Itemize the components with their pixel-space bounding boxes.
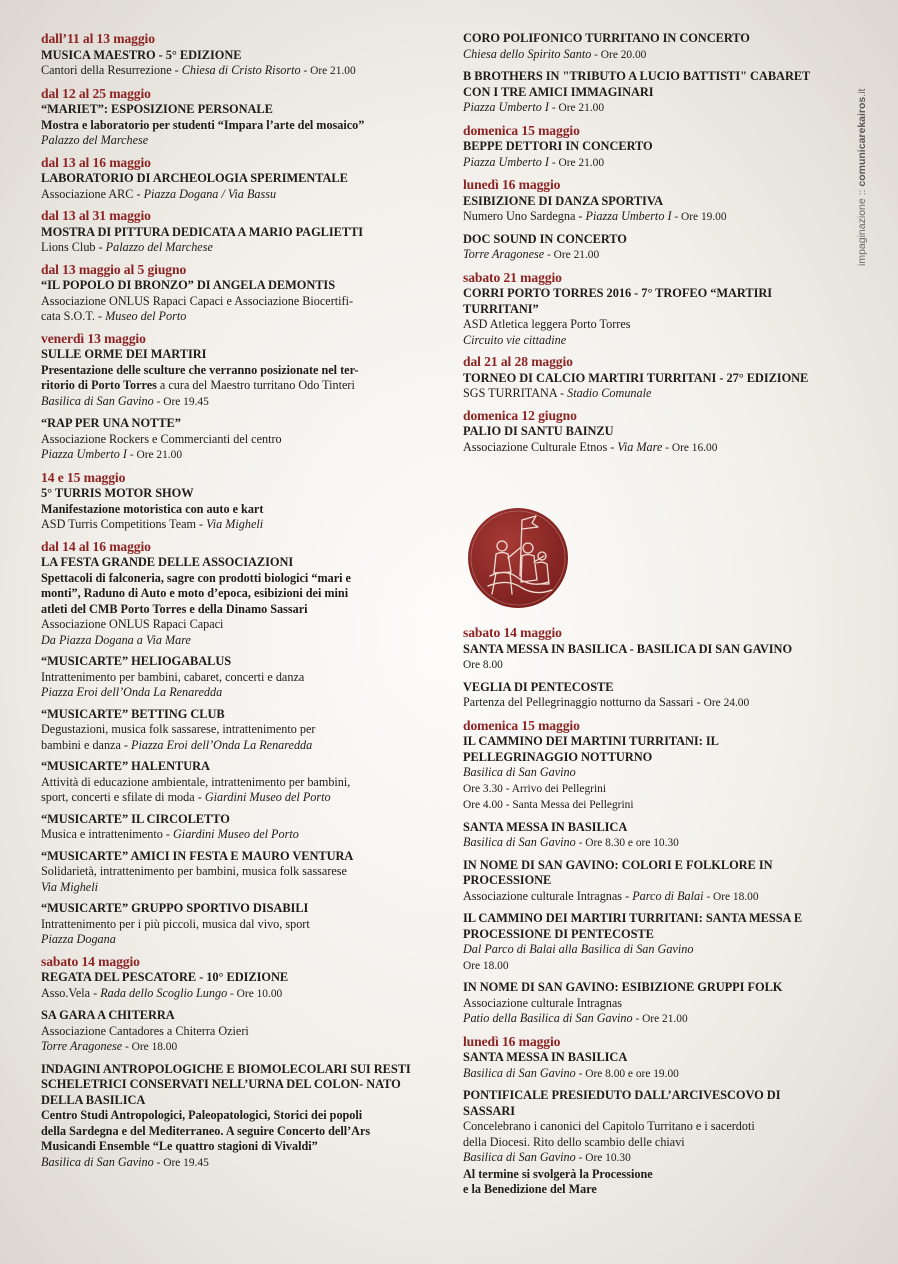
event-entry	[463, 680, 833, 712]
event-detail-text: - Ore 21.00	[127, 449, 183, 461]
event-detail-line	[463, 695, 833, 712]
event-date: sabato 14 maggio	[41, 953, 140, 969]
event-detail-line	[463, 47, 833, 64]
event-entry	[463, 820, 833, 852]
event-detail-line	[463, 996, 833, 1012]
event-entry	[463, 625, 833, 674]
event-detail-text: Associazione Rockers e Commercianti del centro	[41, 431, 282, 446]
event-detail-line	[463, 1150, 833, 1167]
event-entry	[463, 354, 833, 402]
event-detail-text: Stadio Comunale	[567, 386, 652, 400]
event-detail-text: Partenza del Pellegrinaggio notturno da Sassari -	[463, 695, 704, 709]
event-detail-text: - Ore 10.00	[227, 987, 283, 1000]
event-detail-line	[463, 1066, 833, 1083]
event-detail-text: - Ore 20.00	[591, 48, 647, 61]
event-detail-text: - Ore 19.00	[671, 211, 727, 223]
event-title: INDAGINI ANTROPOLOGICHE E BIOMOLECOLARI SUI RESTI SCHELETRICI CONSERVATI NELL’URNA DEL COLON- NATO DELLA BASILICA	[41, 1061, 411, 1107]
event-title: 5° TURRIS MOTOR SHOW	[41, 486, 194, 500]
event-title: “MUSICARTE” HELIOGABALUS	[41, 654, 232, 668]
event-detail-text: ASD Atletica leggera Porto Torres	[463, 317, 631, 331]
event-detail-text: - Ore 8.00 e ore 19.00	[575, 1067, 679, 1080]
event-detail-text: Ore 24.00	[703, 697, 750, 709]
program-column-right-top	[463, 31, 833, 462]
event-entry	[41, 759, 431, 806]
event-detail-line	[41, 827, 431, 843]
event-entry	[463, 270, 833, 349]
event-detail-text: ASD Turris Competitions Team -	[41, 517, 207, 531]
event-detail-text: Ore 4.00 - Santa Messa dei Pellegrini	[463, 799, 634, 811]
event-detail-line	[41, 309, 431, 325]
event-entry	[41, 654, 431, 701]
event-detail-line	[463, 835, 833, 852]
event-date: lunedì 16 maggio	[463, 177, 561, 192]
event-detail-text: Giardini Museo del Porto	[173, 827, 299, 841]
event-detail-text: della Sardegna e del Mediterraneo. A seguire Concerto dell’Ars	[41, 1123, 371, 1138]
event-detail-text: Via Mare	[617, 439, 663, 454]
event-detail-text: della Diocesi. Rito dello scambio delle chiavi	[463, 1134, 685, 1149]
event-entry	[41, 901, 431, 948]
event-title: SANTA MESSA IN BASILICA	[463, 1050, 628, 1064]
event-detail-line	[463, 440, 833, 457]
event-detail-text: Piazza Eroi dell’Onda La Renaredda	[131, 737, 313, 752]
event-title: SANTA MESSA IN BASILICA - BASILICA DI SAN GAVINO	[463, 641, 793, 656]
event-detail-text: Torre Aragonese	[463, 247, 545, 261]
credit-prefix: impaginazione ::	[856, 186, 868, 266]
event-entry	[41, 849, 431, 896]
event-date: 14 e 15 maggio	[41, 469, 126, 485]
event-detail-text: Da Piazza Dogana a Via Mare	[41, 632, 191, 647]
event-detail-text: - Ore 21.00	[544, 249, 600, 261]
event-entry	[41, 416, 431, 464]
event-detail-line	[41, 986, 431, 1003]
event-detail-text: Ore 8.00	[463, 659, 503, 671]
event-detail-text: Piazza Umberto I	[41, 447, 127, 461]
event-detail-line	[463, 100, 833, 117]
event-detail-line	[41, 790, 431, 806]
event-detail-text: Asso.Vela -	[41, 985, 101, 1000]
event-detail-line	[41, 394, 431, 411]
event-detail-text: Centro Studi Antropologici, Paleopatologici, Storici dei popoli	[41, 1108, 363, 1122]
event-entry	[41, 262, 431, 325]
event-detail-text: Basilica di San Gavino	[463, 1150, 576, 1164]
event-detail-text: monti”, Raduno di Auto e moto d’epoca, esibizioni dei mini	[41, 586, 349, 600]
event-detail-text: Associazione Culturale Etnos -	[463, 439, 618, 454]
event-entry	[463, 123, 833, 172]
event-title: CORO POLIFONICO TURRITANO IN CONCERTO	[463, 31, 750, 45]
event-detail-line	[463, 155, 833, 172]
event-detail-line	[463, 958, 833, 975]
event-date: dal 13 al 16 maggio	[41, 154, 151, 170]
event-detail-line	[463, 657, 833, 674]
event-detail-text: bambini e danza -	[41, 737, 132, 752]
event-title: IL CAMMINO DEI MARTINI TURRITANI: IL PELLEGRINAGGIO NOTTURNO	[463, 734, 719, 764]
event-title: “MUSICARTE” IL CIRCOLETTO	[41, 811, 230, 826]
event-detail-text: - Ore 18.00	[122, 1041, 178, 1053]
event-detail-line	[41, 1108, 431, 1124]
event-detail-text: Attività di educazione ambientale, intrattenimento per bambini,	[41, 774, 351, 789]
event-title: SANTA MESSA IN BASILICA	[463, 819, 628, 834]
event-detail-line	[41, 447, 431, 464]
event-detail-text: Musicandi Ensemble “Le quattro stagioni di Vivaldi”	[41, 1139, 318, 1153]
event-title: PONTIFICALE PRESIEDUTO DALL’ARCIVESCOVO DI SASSARI	[463, 1088, 781, 1118]
event-title: MOSTRA DI PITTURA DEDICATA A MARIO PAGLIETTI	[41, 224, 364, 239]
event-entry	[41, 331, 431, 411]
event-detail-text: - Ore 21.00	[632, 1013, 688, 1025]
event-detail-text: Via Migheli	[41, 879, 98, 894]
event-detail-text: - Ore 21.00	[549, 156, 605, 169]
event-detail-line	[463, 1167, 833, 1183]
event-detail-line	[41, 63, 431, 80]
event-entry	[41, 707, 431, 754]
event-detail-text: sport, concerti e sfilate di moda -	[41, 790, 205, 804]
event-title: CORRI PORTO TORRES 2016 - 7° TROFEO “MARTIRI TURRITANI”	[463, 286, 773, 316]
event-detail-line	[463, 317, 833, 333]
event-title: SULLE ORME DEI MARTIRI	[41, 347, 207, 361]
event-detail-line	[41, 685, 431, 701]
event-title: “MARIET”: ESPOSIZIONE PERSONALE	[41, 102, 273, 116]
event-detail-text: Piazza Umberto I	[463, 100, 549, 114]
event-title: REGATA DEL PESCATORE - 10° EDIZIONE	[41, 970, 289, 984]
event-detail-text: Chiesa di Cristo Risorto	[181, 63, 301, 77]
event-detail-line	[463, 781, 833, 798]
event-detail-line	[41, 633, 431, 649]
event-detail-text: Patio della Basilica di San Gavino	[463, 1011, 633, 1025]
event-title: IN NOME DI SAN GAVINO: COLORI E FOLKLORE IN PROCESSIONE	[463, 857, 773, 887]
event-title: “MUSICARTE” HALENTURA	[41, 759, 210, 773]
event-entry	[463, 980, 833, 1028]
event-title: LABORATORIO DI ARCHEOLOGIA SPERIMENTALE	[41, 171, 348, 185]
event-title: “MUSICARTE” AMICI IN FESTA E MAURO VENTURA	[41, 848, 354, 863]
program-column-right-bottom	[463, 625, 833, 1204]
event-detail-text: Ore 18.00	[463, 959, 509, 972]
event-title: “IL POPOLO DI BRONZO” DI ANGELA DEMONTIS	[41, 278, 336, 292]
event-detail-text: - Ore 16.00	[662, 441, 718, 454]
event-detail-line	[41, 670, 431, 686]
event-detail-text: - Ore 8.30 e ore 10.30	[575, 837, 679, 849]
event-detail-line	[41, 864, 431, 880]
event-date: lunedì 16 maggio	[463, 1033, 561, 1049]
event-detail-line	[41, 602, 431, 618]
event-detail-text: Manifestazione motoristica con auto e kart	[41, 501, 264, 516]
event-detail-text: Piazza Umberto I	[585, 209, 672, 223]
event-detail-line	[41, 1024, 431, 1040]
event-detail-text: Circuito vie cittadine	[463, 332, 567, 347]
event-entry	[41, 31, 431, 80]
event-entry	[463, 69, 833, 117]
credit-brand: comunicarekairos	[856, 96, 868, 187]
event-title: MUSICA MAESTRO - 5° EDIZIONE	[41, 47, 242, 62]
event-date: dall’11 al 13 maggio	[41, 31, 155, 46]
event-title: IN NOME DI SAN GAVINO: ESIBIZIONE GRUPPI FOLK	[463, 980, 783, 994]
event-detail-text: - Ore 19.45	[153, 1156, 209, 1169]
event-detail-text: Piazza Eroi dell’Onda La Renaredda	[41, 685, 223, 699]
event-detail-text: Chiesa dello Spirito Santo	[463, 46, 592, 61]
event-entry	[463, 1034, 833, 1083]
event-entry	[463, 1088, 833, 1198]
event-entry	[463, 718, 833, 814]
event-detail-text: Degustazioni, musica folk sassarese, intrattenimento per	[41, 722, 316, 736]
event-entry	[41, 539, 431, 649]
event-detail-text: Ore 3.30 - Arrivo dei Pellegrini	[463, 782, 606, 795]
event-entry	[463, 232, 833, 264]
event-detail-line	[41, 571, 431, 587]
event-detail-text: Palazzo del Marchese	[41, 133, 149, 147]
event-detail-text: Associazione ONLUS Rapaci Capaci	[41, 617, 224, 631]
event-date: sabato 14 maggio	[463, 625, 562, 640]
event-date: dal 21 al 28 maggio	[463, 354, 573, 369]
event-detail-line	[463, 942, 833, 958]
event-title: PALIO DI SANTU BAINZU	[463, 424, 614, 438]
event-title: TORNEO DI CALCIO MARTIRI TURRITANI - 27° EDIZIONE	[463, 370, 809, 385]
event-detail-text: - Ore 10.30	[575, 1152, 631, 1164]
event-detail-text: Numero Uno Sardegna -	[463, 209, 586, 223]
event-title: DOC SOUND IN CONCERTO	[463, 231, 627, 246]
event-entry	[463, 911, 833, 974]
event-title: BEPPE DETTORI IN CONCERTO	[463, 139, 653, 153]
event-detail-text: ritorio di Porto Torres	[41, 378, 157, 392]
layout-credit	[856, 36, 870, 266]
event-date: sabato 21 maggio	[463, 269, 562, 285]
event-detail-text: Torre Aragonese	[41, 1039, 123, 1053]
event-detail-text: - Ore 21.00	[549, 102, 605, 114]
event-detail-line	[41, 586, 431, 602]
event-detail-text: - Ore 19.45	[153, 395, 209, 408]
event-detail-line	[41, 722, 431, 738]
event-date: dal 13 maggio al 5 giugno	[41, 261, 187, 277]
event-detail-line	[463, 889, 833, 906]
event-detail-text: Parco di Balai	[632, 888, 704, 903]
event-detail-text: Basilica di San Gavino	[463, 835, 576, 849]
event-detail-text: Basilica di San Gavino	[463, 765, 576, 779]
event-entry	[41, 208, 431, 256]
event-detail-text: a cura del Maestro turritano Odo Tinteri	[156, 378, 355, 392]
event-entry	[41, 954, 431, 1003]
event-detail-text: Intrattenimento per i più piccoli, musica dal vivo, sport	[41, 916, 310, 931]
event-entry	[41, 1008, 431, 1056]
event-detail-text: Al termine si svolgerà la Processione	[463, 1166, 653, 1181]
event-detail-line	[41, 240, 431, 256]
event-entry	[463, 177, 833, 226]
event-detail-text: Giardini Museo del Porto	[204, 790, 331, 804]
event-detail-line	[41, 363, 431, 379]
event-detail-line	[41, 517, 431, 533]
event-detail-text: Dal Parco di Balai alla Basilica di San Gavino	[463, 942, 694, 956]
event-entry	[41, 812, 431, 843]
event-date: domenica 15 maggio	[463, 717, 580, 733]
event-detail-text: - Ore 18.00	[703, 890, 759, 903]
event-detail-text: Cantori della Resurrezione -	[41, 63, 182, 77]
event-detail-line	[41, 1139, 431, 1155]
event-entry	[463, 408, 833, 457]
event-title: “MUSICARTE” BETTING CLUB	[41, 706, 225, 721]
event-date: domenica 15 maggio	[463, 122, 580, 138]
event-detail-line	[41, 378, 431, 394]
event-detail-line	[463, 209, 833, 226]
event-detail-text: Palazzo del Marchese	[105, 240, 213, 254]
event-detail-text: Solidarietà, intrattenimento per bambini, musica folk sassarese	[41, 864, 347, 878]
event-detail-text: Associazione ONLUS Rapaci Capaci e Associazione Biocertifi-	[41, 293, 354, 308]
event-entry	[463, 31, 833, 63]
event-detail-text: Mostra e laboratorio per studenti “Impara l’arte del mosaico”	[41, 117, 365, 132]
event-detail-text: Musica e intrattenimento -	[41, 827, 173, 841]
event-entry	[41, 470, 431, 533]
event-detail-line	[41, 617, 431, 633]
event-detail-line	[463, 765, 833, 781]
event-detail-text: Associazione culturale Intragnas	[463, 995, 623, 1010]
event-detail-text: cata S.O.T. -	[41, 309, 106, 323]
event-title: “MUSICARTE” GRUPPO SPORTIVO DISABILI	[41, 901, 309, 915]
event-detail-text: Basilica di San Gavino	[41, 393, 154, 408]
event-detail-line	[463, 1135, 833, 1151]
event-detail-line	[463, 333, 833, 349]
event-detail-line	[463, 1119, 833, 1135]
event-detail-line	[41, 775, 431, 791]
event-detail-line	[41, 187, 431, 203]
event-detail-line	[41, 1155, 431, 1172]
event-detail-text: Rada dello Scoglio Lungo	[100, 985, 228, 1000]
event-detail-line	[463, 797, 833, 814]
event-entry	[41, 86, 431, 149]
program-column-left	[41, 31, 431, 1177]
event-title: IL CAMMINO DEI MARTIRI TURRITANI: SANTA MESSA E PROCESSIONE DI PENTECOSTE	[463, 911, 803, 941]
event-entry	[41, 1062, 431, 1172]
event-detail-line	[41, 118, 431, 134]
event-detail-text: Associazione Cantadores a Chiterra Ozieri	[41, 1023, 249, 1038]
event-title: SA GARA A CHITERRA	[41, 1008, 175, 1022]
event-title: ESIBIZIONE DI DANZA SPORTIVA	[463, 193, 664, 208]
event-entry	[463, 858, 833, 906]
event-detail-text: e la Benedizione del Mare	[463, 1182, 597, 1196]
event-detail-text: Piazza Umberto I	[463, 154, 549, 169]
event-detail-line	[463, 1011, 833, 1028]
event-detail-text: Associazione culturale Intragnas -	[463, 888, 633, 903]
event-detail-line	[41, 917, 431, 933]
event-detail-line	[41, 502, 431, 518]
event-detail-line	[463, 247, 833, 264]
event-date: domenica 12 giugno	[463, 407, 577, 423]
event-detail-line	[41, 1039, 431, 1056]
event-detail-line	[41, 880, 431, 896]
event-date: dal 14 al 16 maggio	[41, 538, 151, 554]
event-detail-text: - Ore 21.00	[300, 65, 356, 77]
event-detail-text: Via Migheli	[206, 517, 264, 531]
event-detail-text: Piazza Dogana	[41, 932, 116, 946]
event-detail-line	[41, 294, 431, 310]
credit-suffix: .it	[856, 88, 868, 97]
event-detail-text: Basilica di San Gavino	[463, 1065, 576, 1080]
event-detail-line	[41, 932, 431, 948]
event-title: “RAP PER UNA NOTTE”	[41, 416, 181, 430]
event-detail-line	[463, 386, 833, 402]
event-detail-line	[41, 738, 431, 754]
event-date: dal 12 al 25 maggio	[41, 85, 151, 101]
event-detail-text: Intrattenimento per bambini, cabaret, concerti e danza	[41, 669, 305, 684]
event-title: LA FESTA GRANDE DELLE ASSOCIAZIONI	[41, 555, 294, 569]
event-detail-text: SGS TURRITANA -	[463, 386, 568, 400]
event-detail-text: Spettacoli di falconeria, sagre con prodotti biologici “mari e	[41, 570, 351, 585]
event-date: dal 13 al 31 maggio	[41, 208, 151, 223]
event-detail-line	[463, 1182, 833, 1198]
event-detail-text: Museo del Porto	[105, 309, 187, 323]
event-title: B BROTHERS IN "TRIBUTO A LUCIO BATTISTI" CABARET CON I TRE AMICI IMMAGINARI	[463, 69, 811, 99]
event-detail-text: Presentazione delle sculture che verranno posizionate nel ter-	[41, 362, 359, 377]
martyrs-emblem-icon	[466, 506, 570, 610]
event-title: VEGLIA DI PENTECOSTE	[463, 679, 614, 694]
event-detail-text: Piazza Dogana / Via Bassu	[143, 186, 277, 201]
event-detail-text: Associazione ARC -	[41, 186, 144, 201]
event-detail-line	[41, 133, 431, 149]
event-detail-line	[41, 432, 431, 448]
event-detail-text: Lions Club -	[41, 240, 106, 254]
event-date: venerdì 13 maggio	[41, 330, 146, 346]
event-detail-text: Basilica di San Gavino	[41, 1154, 154, 1169]
event-detail-text: Concelebrano i canonici del Capitolo Turritano e i sacerdoti	[463, 1119, 755, 1133]
event-detail-text: atleti del CMB Porto Torres e della Dinamo Sassari	[41, 601, 308, 616]
event-detail-line	[41, 1124, 431, 1140]
event-entry	[41, 155, 431, 203]
